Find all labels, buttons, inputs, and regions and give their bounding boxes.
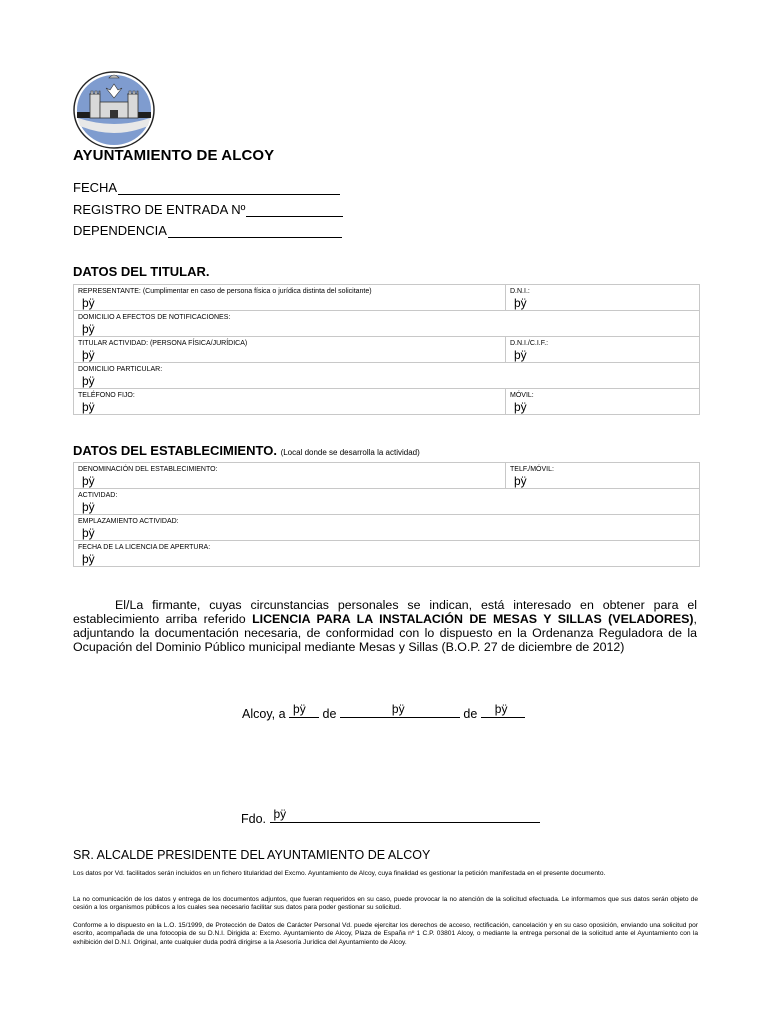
- legal-paragraph-2: La no comunicación de los datos y entrega de los documentos adjuntos, que fueran requeridos en su caso, puede provocar la no atención de la solicitud efectuada. Le informamos que sus datos serán objeto de cesión a los organismos públicos a los cuales sea necesario facilitar sus datos para poder gestionar su solicitud.: [73, 896, 698, 912]
- actividad-label: ACTIVIDAD:: [78, 492, 118, 499]
- month-value: þÿ: [391, 702, 405, 716]
- telefono-fijo-value[interactable]: þÿ: [82, 400, 95, 414]
- table-row: [74, 541, 700, 567]
- fecha-licencia-cell[interactable]: [74, 541, 700, 567]
- legal-paragraph-3: Conforme a lo dispuesto en la L.O. 15/1999, de Protección de Datos de Carácter Personal Vd. puede ejercitar los derechos de acceso, rectificación, cancelación y en su caso oposición, enviando una solicitud por escrito, acompañada de una fotocopia de su D.N.I. Dirigida a: Excmo. Ayuntamiento de Alcoy, Plaza de España nº 1 C.P. 03801 Alcoy, o mediante la entrega personal de la solicitud ante el Ayuntamiento con la exhibición del D.N.I. Original, ante cualquier duda podrá dirigirse a la Asesoría Jurídica del Ayuntamiento de Alcoy.: [73, 922, 698, 946]
- year-field[interactable]: [481, 702, 525, 718]
- movil-value[interactable]: þÿ: [514, 400, 527, 414]
- dni-label: D.N.I.:: [510, 288, 530, 295]
- denominacion-label: DENOMINACIÓN DEL ESTABLECIMIENTO:: [78, 466, 218, 473]
- dni-value[interactable]: þÿ: [514, 296, 527, 310]
- telefono-fijo-cell[interactable]: [74, 389, 506, 415]
- legal-paragraph-1: Los datos por Vd. facilitados serán incluidos en un fichero titularidad del Excmo. Ayuntamiento de Alcoy, cuya finalidad es gestionar la petición manifestada en el presente documento.: [73, 870, 606, 877]
- table-row: [74, 311, 700, 337]
- fecha-field[interactable]: [118, 182, 340, 195]
- date-de-1: de: [322, 707, 337, 721]
- establecimiento-note: (Local donde se desarrolla la actividad): [280, 448, 420, 457]
- registro-label: REGISTRO DE ENTRADA Nº: [73, 202, 246, 217]
- establecimiento-section-title: [73, 443, 420, 458]
- date-line: [242, 702, 525, 721]
- registro-field[interactable]: [246, 204, 343, 217]
- representante-cell[interactable]: [74, 285, 506, 311]
- fecha-line: [73, 180, 340, 195]
- table-row: [74, 285, 700, 311]
- fecha-licencia-value[interactable]: þÿ: [82, 552, 95, 566]
- actividad-cell[interactable]: [74, 489, 700, 515]
- table-row: [74, 337, 700, 363]
- dni-cell[interactable]: [506, 285, 700, 311]
- telf-movil-cell[interactable]: [506, 463, 700, 489]
- titular-actividad-label: TITULAR ACTIVIDAD: (PERSONA FÍSICA/JURÍDICA): [78, 340, 248, 347]
- signature-value: þÿ: [273, 807, 287, 821]
- signature-label: Fdo.: [241, 812, 267, 826]
- actividad-value[interactable]: þÿ: [82, 500, 95, 514]
- domicilio-notif-label: DOMICILIO A EFECTOS DE NOTIFICACIONES:: [78, 314, 231, 321]
- movil-label: MÓVIL:: [510, 392, 534, 399]
- titular-table: [73, 284, 700, 415]
- emplazamiento-value[interactable]: þÿ: [82, 526, 95, 540]
- denominacion-cell[interactable]: [74, 463, 506, 489]
- denominacion-value[interactable]: þÿ: [82, 474, 95, 488]
- dni-cif-value[interactable]: þÿ: [514, 348, 527, 362]
- table-row: [74, 363, 700, 389]
- establecimiento-table: [73, 462, 700, 567]
- dependencia-field[interactable]: [168, 225, 342, 238]
- dependencia-line: [73, 223, 342, 238]
- fecha-label: FECHA: [73, 180, 118, 195]
- table-row: [74, 389, 700, 415]
- establecimiento-title: DATOS DEL ESTABLECIMIENTO.: [73, 443, 277, 458]
- month-field[interactable]: [340, 702, 460, 718]
- declaration-paragraph: [73, 598, 697, 654]
- dependencia-label: DEPENDENCIA: [73, 223, 167, 238]
- domicilio-notif-cell[interactable]: [74, 311, 700, 337]
- signature-line: [241, 807, 540, 826]
- day-value: þÿ: [293, 702, 306, 716]
- year-value: þÿ: [494, 702, 508, 716]
- domicilio-notif-value[interactable]: þÿ: [82, 322, 95, 336]
- domicilio-particular-label: DOMICILIO PARTICULAR:: [78, 366, 163, 373]
- representante-value[interactable]: þÿ: [82, 296, 95, 310]
- emplazamiento-cell[interactable]: [74, 515, 700, 541]
- telf-movil-value[interactable]: þÿ: [514, 474, 527, 488]
- registro-line: [73, 202, 343, 217]
- declaration-text-before: El/La firmante, cuyas circunstancias personales se indican, está interesado en obtener para el establecimiento arriba referido: [73, 598, 697, 626]
- titular-actividad-value[interactable]: þÿ: [82, 348, 95, 362]
- addressee: SR. ALCALDE PRESIDENTE DEL AYUNTAMIENTO DE ALCOY: [73, 848, 431, 862]
- municipal-seal-icon: [72, 68, 156, 150]
- organization-title: AYUNTAMIENTO DE ALCOY: [73, 147, 275, 164]
- table-row: [74, 489, 700, 515]
- table-row: [74, 515, 700, 541]
- signature-field[interactable]: [270, 807, 540, 823]
- fecha-licencia-label: FECHA DE LA LICENCIA DE APERTURA:: [78, 544, 211, 551]
- day-field[interactable]: [289, 702, 319, 718]
- telefono-fijo-label: TELÉFONO FIJO:: [78, 392, 135, 399]
- telf-movil-label: TELF./MÓVIL:: [510, 466, 554, 473]
- dni-cif-cell[interactable]: [506, 337, 700, 363]
- dni-cif-label: D.N.I./C.I.F.:: [510, 340, 549, 347]
- domicilio-particular-value[interactable]: þÿ: [82, 374, 95, 388]
- movil-cell[interactable]: [506, 389, 700, 415]
- titular-actividad-cell[interactable]: [74, 337, 506, 363]
- titular-section-title: DATOS DEL TITULAR.: [73, 264, 210, 279]
- emplazamiento-label: EMPLAZAMIENTO ACTIVIDAD:: [78, 518, 179, 525]
- declaration-text-bold: LICENCIA PARA LA INSTALACIÓN DE MESAS Y SILLAS (VELADORES): [252, 612, 694, 626]
- declaration-text-after: , adjuntando la documentación necesaria, de conformidad con lo dispuesto en la Ordenanza Reguladora de la Ocupación del Dominio Público municipal mediante Mesas y Sillas (B.O.P. 27 de diciembre de 2012): [73, 612, 697, 654]
- representante-label: REPRESENTANTE: (Cumplimentar en caso de persona física o jurídica distinta del solicitante): [78, 288, 372, 295]
- date-de-2: de: [463, 707, 478, 721]
- date-place: Alcoy, a: [242, 707, 286, 721]
- table-row: [74, 463, 700, 489]
- domicilio-particular-cell[interactable]: [74, 363, 700, 389]
